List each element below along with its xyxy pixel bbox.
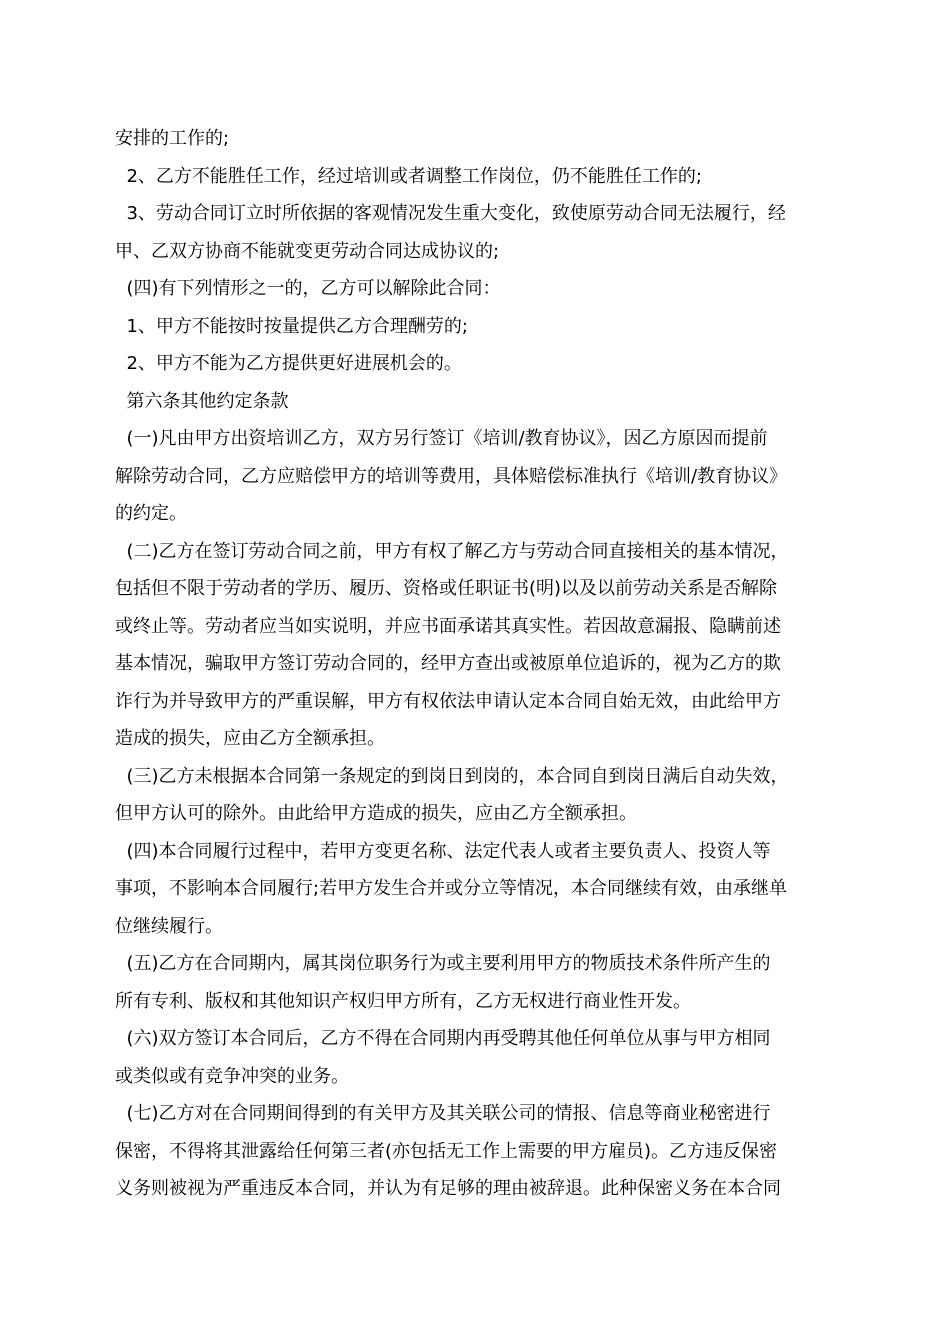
text-line: 解除劳动合同，乙方应赔偿甲方的培训等费用，具体赔偿标准执行《培训/教育协议》: [115, 465, 788, 487]
text-line: 2、甲方不能为乙方提供更好进展机会的。: [115, 353, 462, 374]
text-line: 甲、乙双方协商不能就变更劳动合同达成协议的;: [115, 240, 500, 262]
text-line: 3、劳动合同订立时所依据的客观情况发生重大变化，致使原劳动合同无法履行，经: [115, 203, 786, 224]
text-line: 义务则被视为严重违反本合同，并认为有足够的理由被辞退。此种保密义务在本合同: [115, 1178, 781, 1199]
text-line: (五)乙方在合同期内，属其岗位职务行为或主要利用甲方的物质技术条件所产生的: [115, 953, 771, 974]
text-line: 位继续履行。: [115, 915, 223, 937]
text-line: (一)凡由甲方出资培训乙方，双方另行签订《培训/教育协议》，因乙方原因而提前: [115, 428, 768, 449]
document-body: [115, 120, 840, 1208]
text-line: (四)本合同履行过程中，若甲方变更名称、法定代表人或者主要负责人、投资人等: [115, 840, 771, 862]
text-line: 2、乙方不能胜任工作，经过培训或者调整工作岗位，仍不能胜任工作的;: [115, 165, 702, 187]
section-heading: 第六条其他约定条款: [115, 390, 289, 412]
text-line: 保密，不得将其泄露给任何第三者(亦包括无工作上需要的甲方雇员)。乙方违反保密: [115, 1140, 778, 1162]
text-line: (七)乙方对在合同期间得到的有关甲方及其关联公司的情报、信息等商业秘密进行: [115, 1103, 771, 1124]
text-line: 造成的损失，应由乙方全额承担。: [115, 728, 385, 749]
text-line: 的约定。: [115, 503, 187, 524]
text-line: (三)乙方未根据本合同第一条规定的到岗日到岗的，本合同自到岗日满后自动失效，: [115, 765, 789, 787]
text-line: 但甲方认可的除外。由此给甲方造成的损失，应由乙方全额承担。: [115, 803, 637, 824]
text-line: (二)乙方在签订劳动合同之前，甲方有权了解乙方与劳动合同直接相关的基本情况，: [115, 540, 789, 562]
text-line: 所有专利、版权和其他知识产权归甲方所有，乙方无权进行商业性开发。: [115, 990, 691, 1012]
text-line: 或类似或有竞争冲突的业务。: [115, 1065, 349, 1087]
text-line: 诈行为并导致甲方的严重误解，甲方有权依法申请认定本合同自始无效，由此给甲方: [115, 690, 781, 712]
text-line: 安排的工作的;: [115, 128, 230, 149]
text-line: 包括但不限于劳动者的学历、履历、资格或任职证书(明)以及以前劳动关系是否解除: [115, 578, 778, 599]
text-line: (六)双方签订本合同后，乙方不得在合同期内再受聘其他任何单位从事与甲方相同: [115, 1028, 771, 1049]
text-line: 基本情况，骗取甲方签订劳动合同的，经甲方查出或被原单位追诉的，视为乙方的欺: [115, 653, 781, 674]
text-line: (四)有下列情形之一的，乙方可以解除此合同：: [115, 278, 501, 299]
text-line: 1、甲方不能按时按量提供乙方合理酬劳的;: [115, 315, 468, 337]
text-line: 事项，不影响本合同履行;若甲方发生合并或分立等情况，本合同继续有效，由承继单: [115, 878, 788, 899]
text-line: 或终止等。劳动者应当如实说明，并应书面承诺其真实性。若因故意漏报、隐瞒前述: [115, 615, 781, 637]
